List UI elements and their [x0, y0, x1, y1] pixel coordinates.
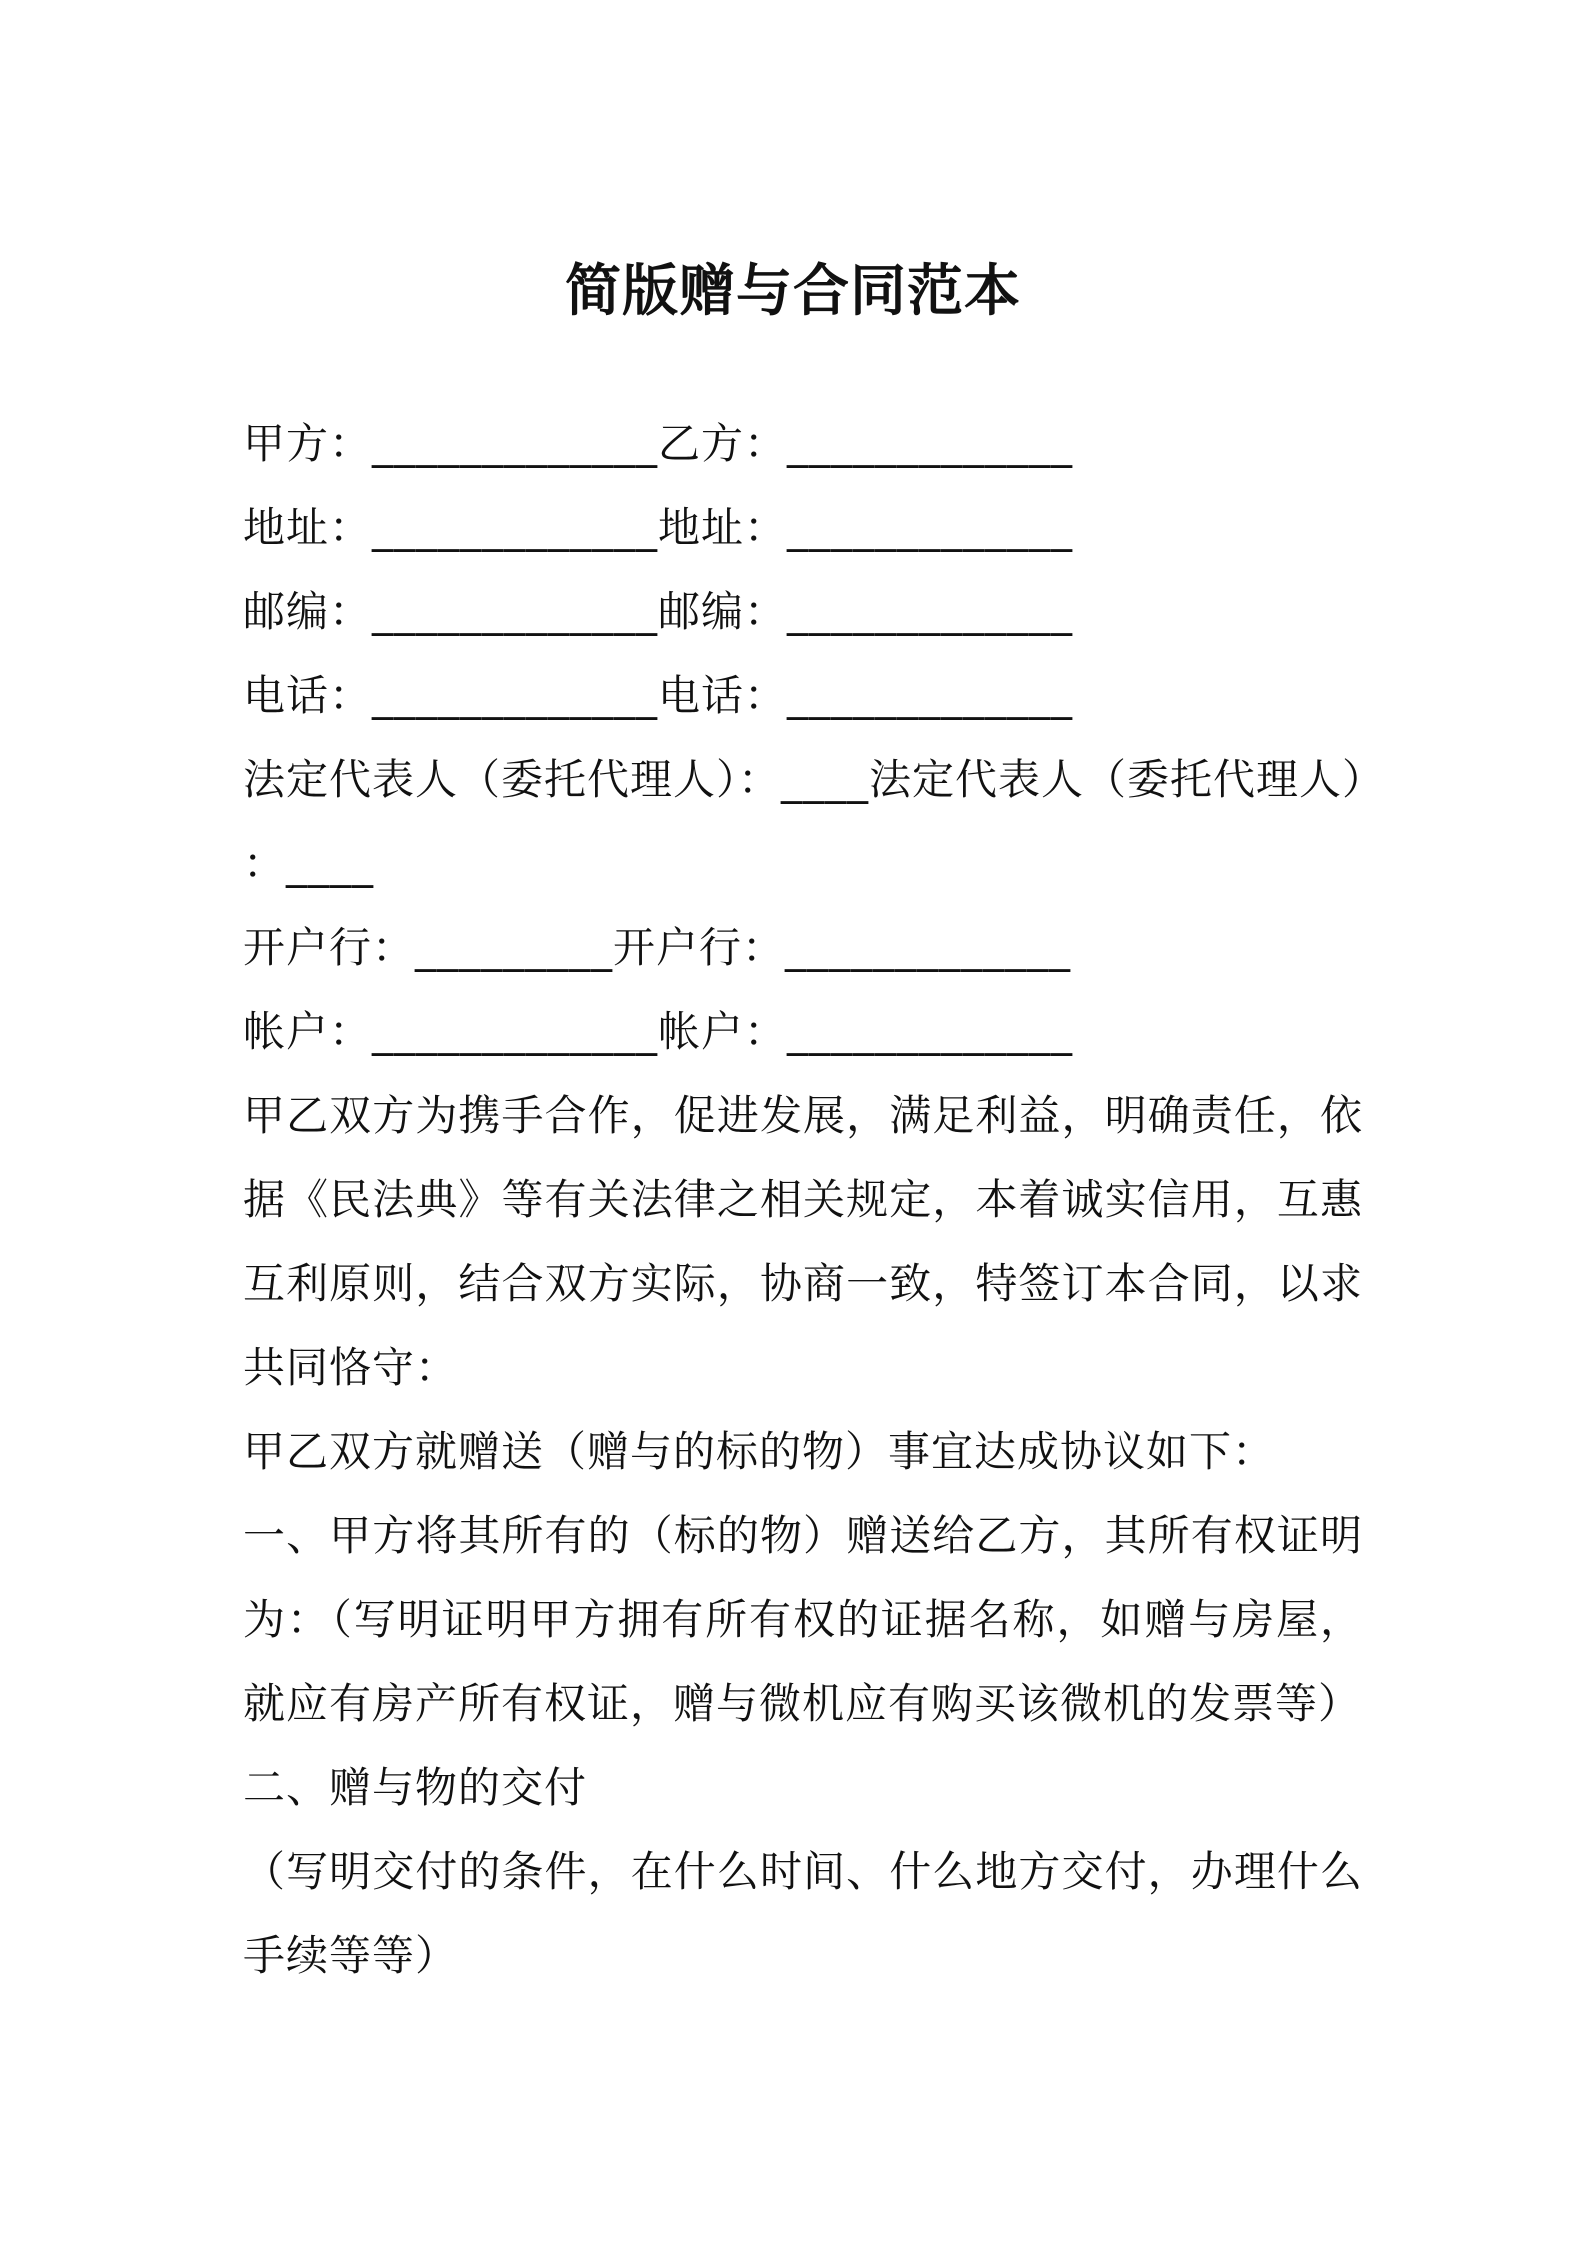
document-title: 简版赠与合同范本	[565, 259, 1021, 324]
postcode-line: 邮编：_____________邮编：_____________	[243, 587, 1074, 636]
intro-paragraph: 甲乙双方为携手合作，促进发展，满足利益，明确责任，依据《民法典》等有关法律之相关规定，本着诚实信用，互惠互利原则，结合双方实际，协商一致，特签订本合同，以求共同恪守：	[243, 1091, 1363, 1392]
legal-representative-line: 法定代表人（委托代理人）：____法定代表人（委托代理人）	[243, 755, 1386, 804]
phone-line: 电话：_____________电话：_____________	[243, 671, 1074, 720]
clause-2-heading: 二、赠与物的交付	[243, 1763, 588, 1812]
legal-representative-continuation: ：____	[243, 839, 375, 888]
account-line: 帐户：_____________帐户：_____________	[243, 1007, 1074, 1056]
clause-1-paragraph: 一、甲方将其所有的（标的物）赠送给乙方，其所有权证明为：（写明证明甲方拥有所有权的证据名称，如赠与房屋，就应有房产所有权证，赠与微机应有购买该微机的发票等）	[243, 1511, 1363, 1728]
document-body	[243, 402, 1386, 1998]
bank-line: 开户行：_________开户行：_____________	[243, 923, 1072, 972]
clause-2-paragraph: （写明交付的条件，在什么时间、什么地方交付，办理什么手续等等）	[243, 1847, 1363, 1980]
agreement-line: 甲乙双方就赠送（赠与的标的物）事宜达成协议如下：	[243, 1427, 1276, 1476]
address-line: 地址：_____________地址：_____________	[243, 503, 1074, 552]
party-a-b-name-line: 甲方：_____________乙方：_____________	[243, 419, 1074, 468]
